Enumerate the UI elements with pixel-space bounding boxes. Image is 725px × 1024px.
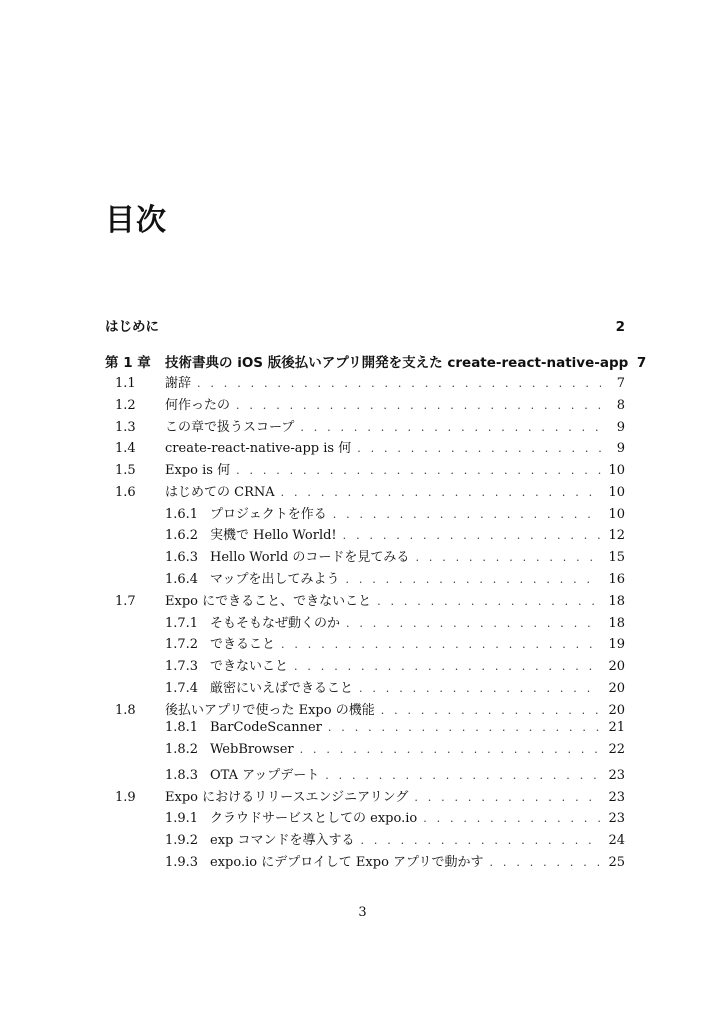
toc-entry-title: できること [210, 637, 276, 653]
toc-entry[interactable] [105, 372, 625, 392]
toc-entry[interactable] [105, 829, 625, 849]
toc-entry-title: Expo にできること、できないこと [165, 593, 372, 609]
toc-entry-number: 1.6.4 [165, 571, 199, 587]
dot-leader [415, 551, 601, 564]
toc-entry-page: 21 [608, 720, 625, 736]
dot-leader [300, 743, 601, 756]
dot-leader [346, 617, 601, 630]
dot-leader [381, 704, 601, 717]
toc-entry[interactable] [105, 807, 625, 827]
toc-entry[interactable] [105, 524, 625, 544]
toc-entry-title: 何作ったの [165, 397, 231, 413]
toc-entry-page: 10 [608, 506, 625, 522]
toc-entry[interactable] [105, 677, 625, 697]
toc-entry-page: 20 [608, 659, 625, 674]
dot-leader [281, 486, 601, 499]
toc-entry-page: 18 [608, 593, 625, 609]
toc-entry-page: 20 [608, 702, 625, 718]
toc-entry-number: 1.5 [115, 463, 136, 479]
toc-entry-title: 厳密にいえばできること [210, 680, 354, 696]
toc-entry-number: 1.8 [115, 702, 136, 718]
toc-entry-title: Hello World のコードを見てみる [210, 550, 410, 566]
dot-leader [423, 812, 601, 825]
toc-entry[interactable] [105, 655, 625, 675]
toc-intro-page: 2 [615, 319, 625, 335]
toc-entry-title: この章で扱うスコープ [165, 419, 295, 435]
dot-leader [357, 442, 601, 455]
toc-entry-page: 18 [608, 615, 625, 631]
dot-leader [236, 399, 601, 412]
dot-leader [328, 721, 601, 734]
toc-entry[interactable] [105, 612, 625, 632]
toc-entry-page: 25 [608, 854, 625, 870]
toc-entry[interactable] [105, 546, 625, 566]
toc-entry-title: WebBrowser [210, 742, 294, 758]
toc-intro-title: はじめに [105, 319, 159, 335]
toc-entry-page: 7 [616, 376, 625, 391]
toc-entry-page: 19 [608, 637, 625, 653]
toc-entry-title: expo.io にデプロイして Expo アプリで動かす [210, 854, 484, 870]
toc-entry[interactable] [105, 786, 625, 806]
toc-entry[interactable] [105, 568, 625, 588]
dot-leader [300, 421, 601, 434]
toc-entry[interactable] [105, 720, 625, 740]
toc-entry[interactable] [105, 851, 625, 871]
toc-entry-page: 16 [608, 571, 625, 587]
toc-entry[interactable] [105, 633, 625, 653]
toc-entry-page: 24 [608, 833, 625, 849]
dot-leader [236, 464, 601, 477]
toc-entry[interactable] [105, 590, 625, 610]
toc-entry-page: 20 [608, 680, 625, 696]
toc-entry-page: 10 [608, 484, 625, 500]
page-title: 目次 [105, 203, 167, 238]
toc-entry[interactable] [105, 416, 625, 436]
toc-entry-number: 1.8.1 [165, 720, 199, 736]
toc-entry-number: 1.8.3 [165, 767, 199, 783]
dot-leader [325, 769, 601, 782]
dot-leader [360, 834, 601, 847]
toc-entry-title: そもそもなぜ動くのか [210, 615, 341, 631]
toc-chapter-page: 7 [636, 355, 647, 371]
toc-entry-title: クラウドサービスとしての expo.io [210, 811, 418, 827]
dot-leader [345, 573, 601, 586]
dot-leader [343, 529, 601, 542]
toc-entry-number: 1.4 [115, 441, 136, 457]
dot-leader [377, 595, 601, 608]
toc-entry-number: 1.9.1 [165, 811, 199, 827]
toc-entry[interactable] [105, 437, 625, 457]
toc-entry-title: 謝辞 [165, 376, 192, 391]
toc-entry-title: OTA アップデート [210, 767, 320, 783]
toc-entry-page: 22 [608, 742, 625, 758]
toc-entry-number: 1.7.1 [165, 615, 199, 631]
dot-leader [294, 660, 601, 673]
toc-entry-number: 1.3 [115, 419, 136, 435]
toc-entry[interactable] [105, 481, 625, 501]
toc-entry[interactable] [105, 699, 625, 719]
toc-entry-title: マップを出してみよう [210, 571, 340, 587]
toc-entry-number: 1.8.2 [165, 742, 199, 758]
dot-leader [359, 682, 601, 695]
toc-entry-number: 1.6.2 [165, 528, 199, 544]
toc-entry-number: 1.6 [115, 484, 136, 500]
toc-entry-number: 1.9.2 [165, 833, 199, 849]
toc-entry-title: exp コマンドを導入する [210, 833, 355, 849]
toc-entry-title: Expo におけるリリースエンジニアリング [165, 789, 409, 805]
toc-entry-page: 12 [608, 528, 625, 544]
toc-entry[interactable] [105, 764, 625, 784]
toc-entry-number: 1.9.3 [165, 854, 199, 870]
toc-entry-page: 15 [608, 550, 625, 566]
toc-chapter[interactable] [105, 351, 647, 371]
toc-chapter-num: 第 1 章 [105, 355, 151, 371]
toc-entry-page: 23 [608, 811, 625, 827]
toc-entry-title: 実機で Hello World! [210, 528, 337, 544]
toc-entry-number: 1.2 [115, 397, 136, 413]
toc-entry[interactable] [105, 742, 625, 762]
toc-entry-page: 23 [608, 789, 625, 805]
toc-entry-number: 1.7.3 [165, 659, 199, 674]
toc-entry-number: 1.6.3 [165, 550, 199, 566]
toc-entry-title: create-react-native-app is 何 [165, 441, 352, 457]
toc-entry-title: Expo is 何 [165, 463, 231, 479]
toc-intro[interactable] [105, 315, 625, 335]
toc-entry-number: 1.1 [115, 376, 136, 391]
toc-entry-page: 9 [616, 419, 625, 435]
toc-entry[interactable] [105, 459, 625, 479]
toc-entry-page: 9 [616, 441, 625, 457]
toc-entry-number: 1.7 [115, 593, 136, 609]
toc-entry[interactable] [105, 394, 625, 414]
toc-entry-title: 後払いアプリで使った Expo の機能 [165, 702, 375, 718]
toc-entry-title: プロジェクトを作る [210, 506, 327, 522]
page-number: 3 [358, 905, 367, 920]
dot-leader [197, 377, 601, 390]
toc-entry-number: 1.6.1 [165, 506, 199, 522]
toc-entry-title: BarCodeScanner [210, 720, 322, 736]
dot-leader [333, 508, 601, 521]
toc-entry-title: はじめての CRNA [165, 484, 275, 500]
toc-entry-title: できないこと [210, 659, 289, 674]
dot-leader [414, 791, 601, 804]
toc-entry-page: 23 [608, 767, 625, 783]
toc-entry-number: 1.7.4 [165, 680, 199, 696]
toc-entry-number: 1.7.2 [165, 637, 199, 653]
toc-chapter-title: 技術書典の iOS 版後払いアプリ開発を支えた create-react-native-app [165, 355, 629, 371]
dot-leader [281, 638, 601, 651]
toc-entry-page: 10 [608, 463, 625, 479]
toc-entry[interactable] [105, 503, 625, 523]
toc-entry-number: 1.9 [115, 789, 136, 805]
dot-leader [490, 856, 601, 869]
toc-entry-page: 8 [616, 397, 625, 413]
